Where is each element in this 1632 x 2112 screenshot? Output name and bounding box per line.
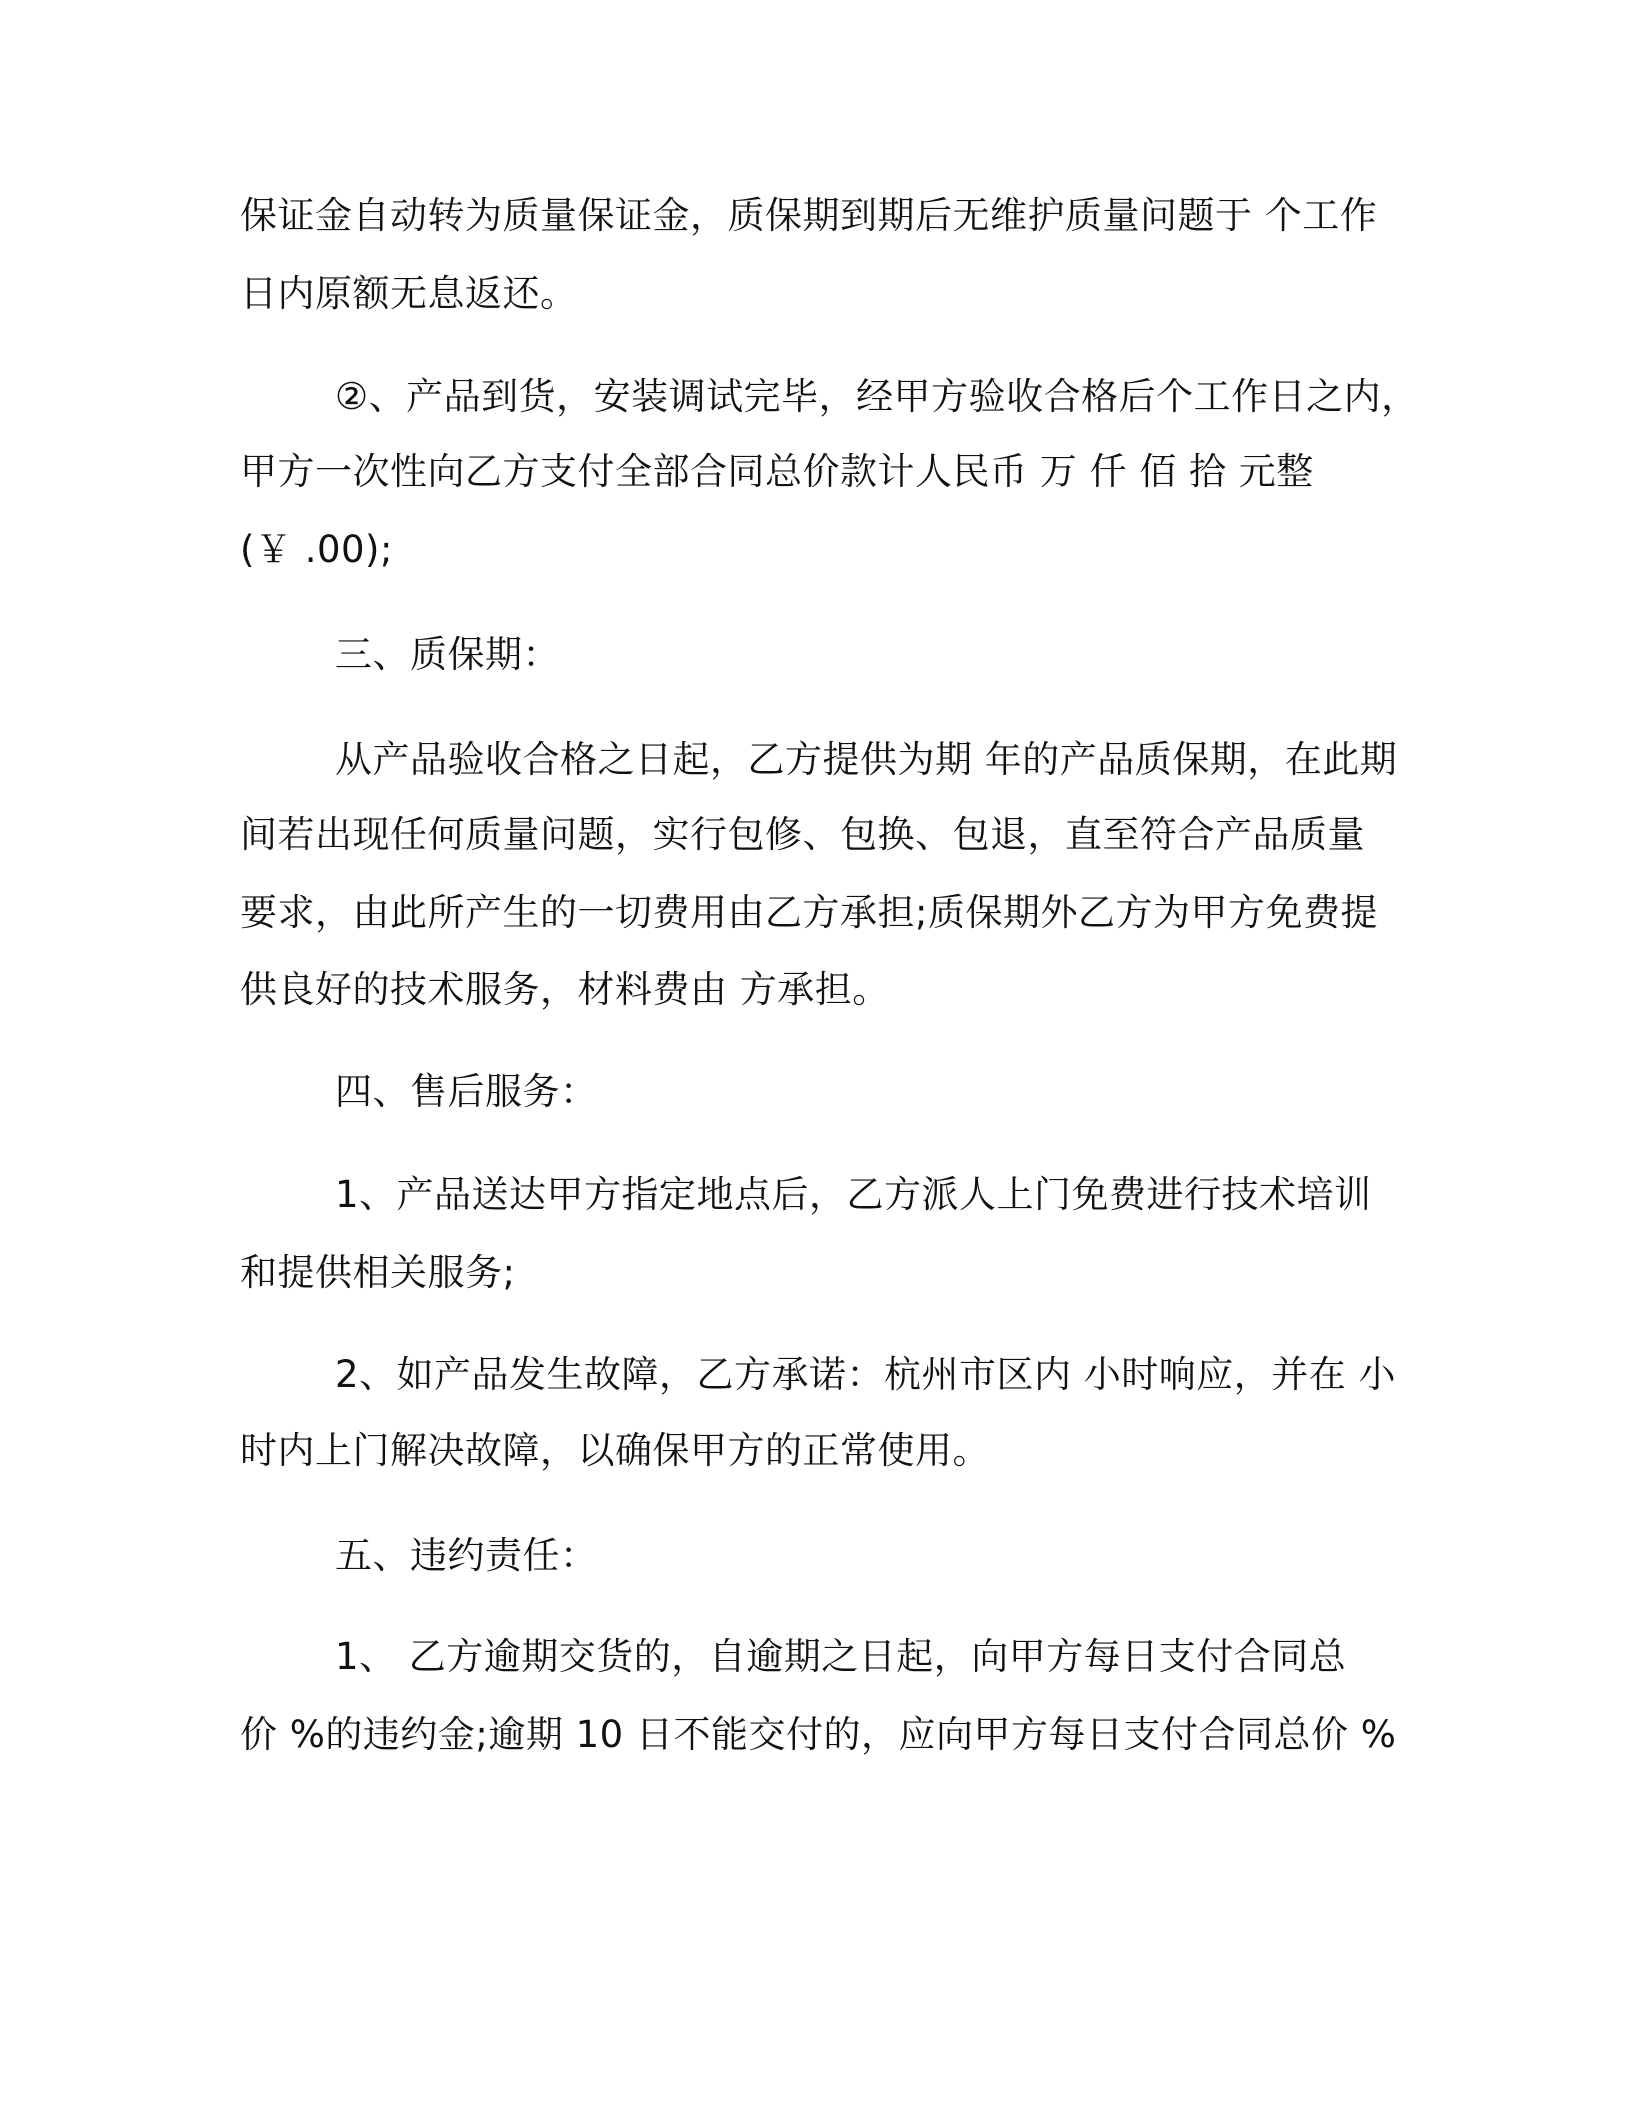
section-heading: 三、质保期： (335, 633, 560, 676)
text-line: 时内上门解决故障，以确保甲方的正常使用。 (240, 1429, 990, 1472)
text-line: ②、产品到货，安装调试完毕，经甲方验收合格后个工作日之内， (335, 375, 1419, 418)
text-line: (￥ .00); (240, 528, 393, 571)
text-line: 间若出现任何质量问题，实行包修、包换、包退，直至符合产品质量 (240, 813, 1365, 856)
text-line: 供良好的技术服务，材料费由 方承担。 (240, 968, 890, 1011)
text-line: 甲方一次性向乙方支付全部合同总价款计人民币 万 仟 佰 拾 元整 (240, 450, 1314, 493)
section-heading: 五、违约责任： (335, 1534, 598, 1577)
text-line: 日内原额无息返还。 (240, 272, 578, 315)
text-line: 1、产品送达甲方指定地点后，乙方派人上门免费进行技术培训 (335, 1173, 1372, 1216)
text-line: 从产品验收合格之日起，乙方提供为期 年的产品质保期，在此期 (335, 738, 1398, 781)
text-line: 要求，由此所产生的一切费用由乙方承担;质保期外乙方为甲方免费提 (240, 891, 1378, 934)
section-heading: 四、售后服务： (335, 1070, 598, 1113)
text-line: 1、 乙方逾期交货的，自逾期之日起，向甲方每日支付合同总 (335, 1635, 1347, 1678)
text-line: 价 %的违约金;逾期 10 日不能交付的，应向甲方每日支付合同总价 % (240, 1713, 1397, 1756)
text-line: 保证金自动转为质量保证金，质保期到期后无维护质量问题于 个工作 (240, 194, 1378, 237)
text-line: 和提供相关服务; (240, 1251, 516, 1294)
text-line: 2、如产品发生故障，乙方承诺：杭州市区内 小时响应，并在 小 (335, 1353, 1397, 1396)
